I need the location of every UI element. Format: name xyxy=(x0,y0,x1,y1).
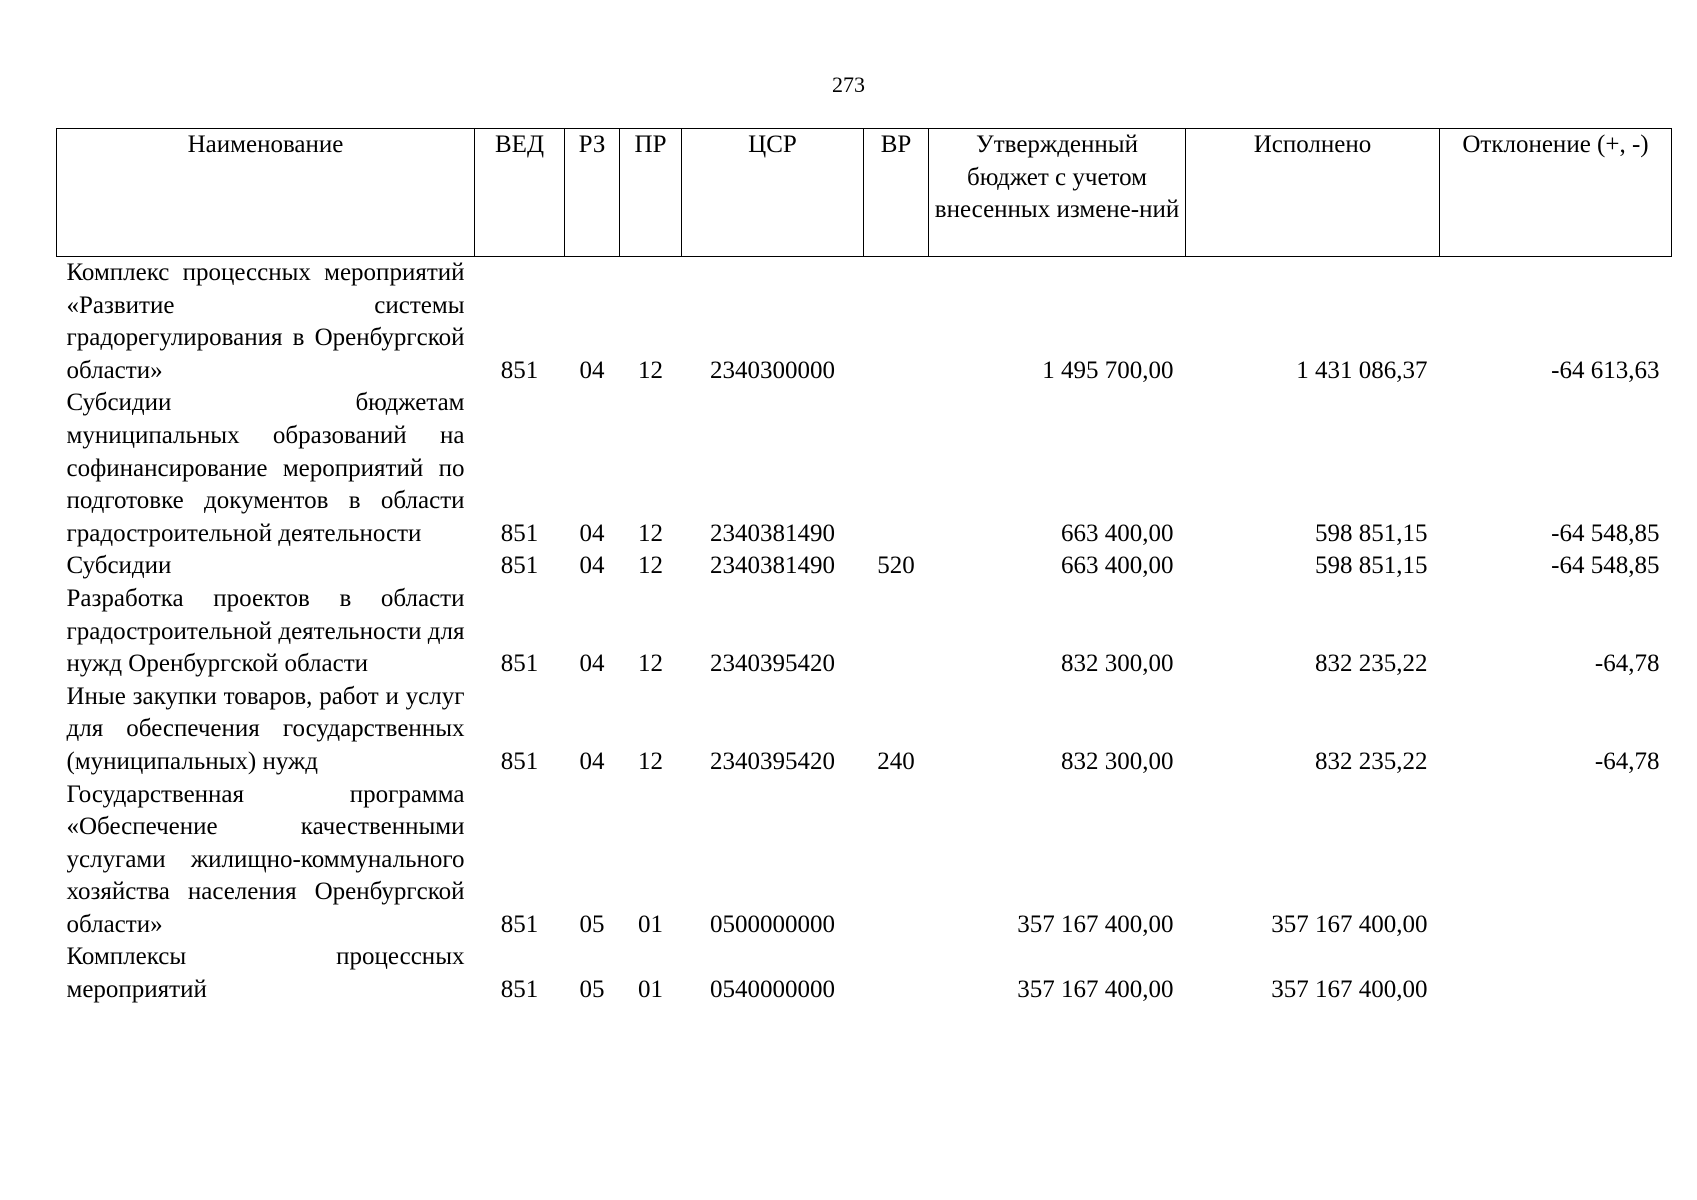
row-name: Разработка проектов в области градостроительной деятельности для нужд Оренбургской области xyxy=(66,584,465,678)
table-row xyxy=(57,779,1672,942)
row-approved: 1 495 700,00 xyxy=(1042,356,1174,384)
row-executed: 598 851,15 xyxy=(1315,552,1428,580)
row-vr: 520 xyxy=(877,552,915,580)
row-name: Иные закупки товаров, работ и услуг для обеспечения государственных (муниципальных) нужд xyxy=(66,682,465,775)
row-executed: 357 167 400,00 xyxy=(1271,976,1428,1004)
row-deviation: -64 548,85 xyxy=(1551,519,1660,547)
header-approved: Утвержденный бюджет с учетом внесенных измене-ний xyxy=(929,129,1186,257)
row-vr: 240 xyxy=(877,747,915,775)
row-vr xyxy=(864,779,929,942)
row-executed: 832 235,22 xyxy=(1315,650,1428,678)
row-ved: 851 xyxy=(500,356,539,384)
row-approved: 357 167 400,00 xyxy=(1017,976,1174,1004)
table-header xyxy=(57,129,1672,257)
header-row xyxy=(57,129,1672,257)
row-name: Комплекс процессных мероприятий «Развитие системы градорегулирования в Оренбургской области» xyxy=(66,259,465,384)
row-name: Субсидии бюджетам муниципальных образований на софинансирование мероприятий по подготовке документов в области градостроительной деятельности xyxy=(66,389,465,547)
row-deviation: -64,78 xyxy=(1594,747,1660,775)
row-ved: 851 xyxy=(500,552,539,580)
row-vr xyxy=(864,941,929,1006)
table-row xyxy=(57,387,1672,550)
header-csr: ЦСР xyxy=(682,129,864,257)
row-name: Субсидии xyxy=(66,552,172,580)
page-number: 273 xyxy=(832,72,865,97)
row-deviation: -64 613,63 xyxy=(1551,356,1660,384)
row-executed: 1 431 086,37 xyxy=(1296,356,1428,384)
row-deviation xyxy=(1440,779,1672,942)
row-rz: 04 xyxy=(579,519,605,547)
row-executed: 832 235,22 xyxy=(1315,747,1428,775)
row-rz: 04 xyxy=(579,552,605,580)
row-vr xyxy=(864,583,929,681)
row-csr: 2340395420 xyxy=(710,650,835,678)
row-csr: 2340300000 xyxy=(710,356,835,384)
header-vr: ВР xyxy=(864,129,929,257)
row-csr: 0500000000 xyxy=(710,910,835,938)
row-pr: 12 xyxy=(638,519,663,547)
table-row xyxy=(57,941,1672,1006)
table-row xyxy=(57,583,1672,681)
table-row xyxy=(57,550,1672,583)
budget-execution-table xyxy=(56,128,1672,1007)
row-vr xyxy=(864,387,929,550)
row-pr: 12 xyxy=(638,356,663,384)
row-executed: 598 851,15 xyxy=(1315,519,1428,547)
header-rz: РЗ xyxy=(565,129,620,257)
row-pr: 01 xyxy=(638,976,663,1004)
row-approved: 832 300,00 xyxy=(1061,650,1174,678)
row-name: Комплексы процессных мероприятий xyxy=(66,943,465,1004)
row-pr: 01 xyxy=(638,910,663,938)
row-ved: 851 xyxy=(500,519,539,547)
row-csr: 2340381490 xyxy=(710,552,835,580)
row-csr: 0540000000 xyxy=(710,976,835,1004)
row-name: Государственная программа «Обеспечение качественными услугами жилищно-коммунального хозяйства населения Оренбургской области» xyxy=(66,780,465,938)
row-ved: 851 xyxy=(500,650,539,678)
row-ved: 851 xyxy=(500,910,539,938)
table-row xyxy=(57,257,1672,388)
row-pr: 12 xyxy=(638,747,663,775)
table-row xyxy=(57,681,1672,779)
row-approved: 663 400,00 xyxy=(1061,519,1174,547)
row-ved: 851 xyxy=(500,747,539,775)
row-rz: 05 xyxy=(579,976,605,1004)
table-body xyxy=(57,257,1672,1007)
row-rz: 04 xyxy=(579,650,605,678)
row-approved: 663 400,00 xyxy=(1061,552,1174,580)
header-pr: ПР xyxy=(620,129,682,257)
header-ved: ВЕД xyxy=(475,129,565,257)
row-deviation: -64 548,85 xyxy=(1551,552,1660,580)
row-rz: 04 xyxy=(579,747,605,775)
row-deviation: -64,78 xyxy=(1594,650,1660,678)
header-deviation: Отклонение (+, -) xyxy=(1440,129,1672,257)
row-rz: 04 xyxy=(579,356,605,384)
row-executed: 357 167 400,00 xyxy=(1271,910,1428,938)
row-ved: 851 xyxy=(500,976,539,1004)
row-rz: 05 xyxy=(579,910,605,938)
row-deviation xyxy=(1440,941,1672,1006)
row-approved: 357 167 400,00 xyxy=(1017,910,1174,938)
row-csr: 2340395420 xyxy=(710,747,835,775)
row-pr: 12 xyxy=(638,650,663,678)
header-name: Наименование xyxy=(57,129,475,257)
row-csr: 2340381490 xyxy=(710,519,835,547)
header-executed: Исполнено xyxy=(1186,129,1440,257)
row-approved: 832 300,00 xyxy=(1061,747,1174,775)
row-vr xyxy=(864,257,929,388)
row-pr: 12 xyxy=(638,552,663,580)
